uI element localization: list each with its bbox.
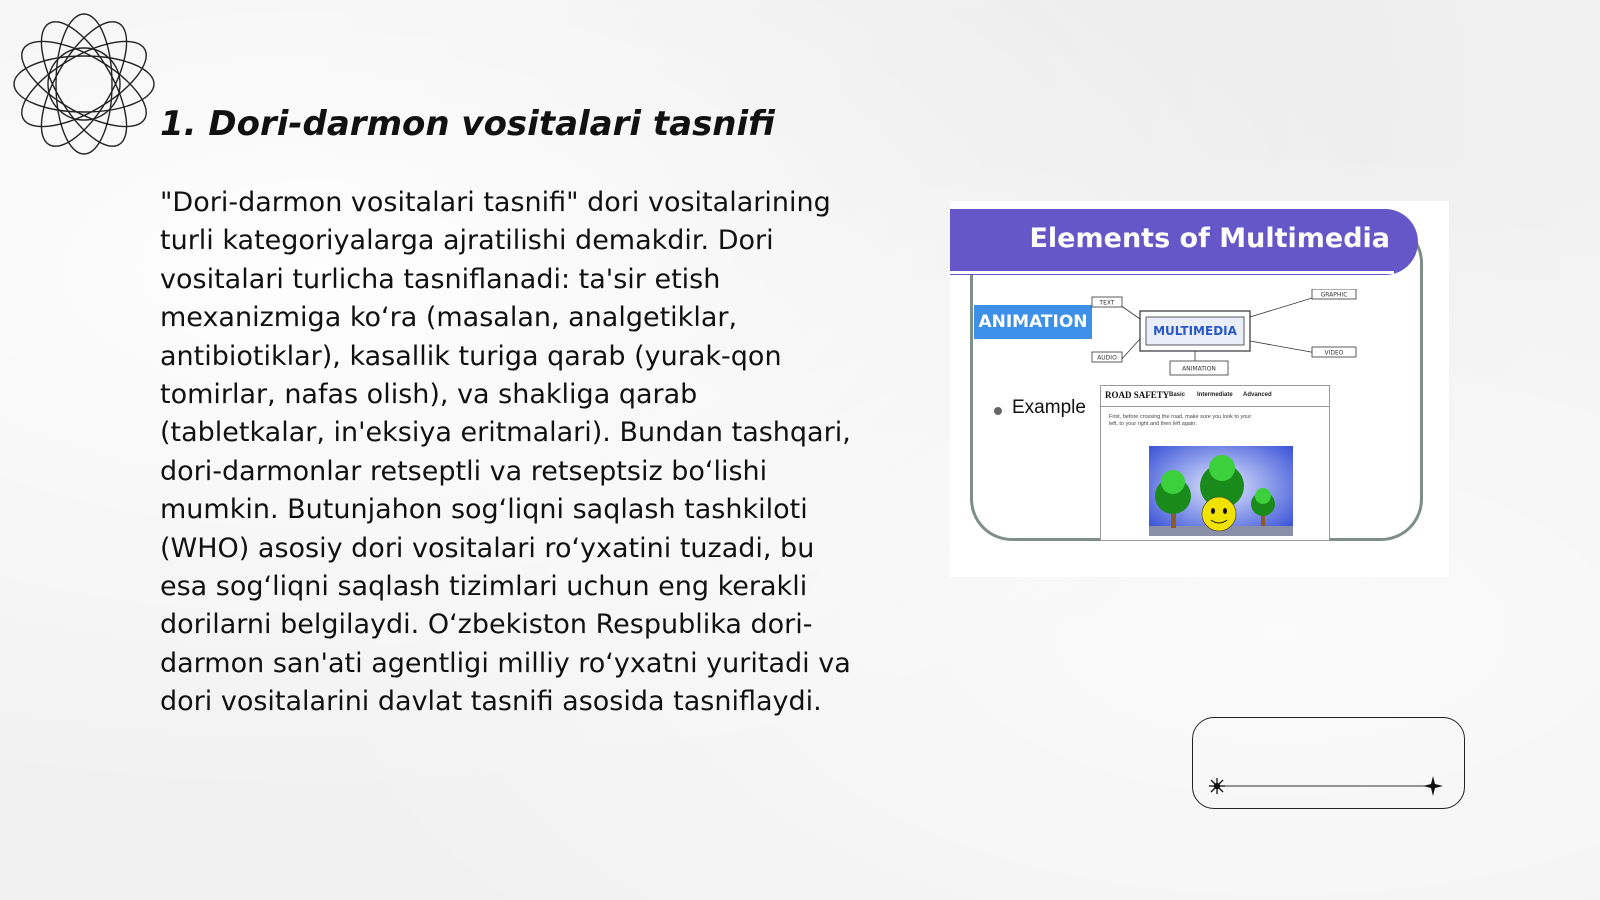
slide-title: 1. Dori-darmon vositalari tasnifi bbox=[160, 104, 775, 144]
figure-header-rule bbox=[950, 271, 1394, 274]
example-label: Example bbox=[1012, 397, 1086, 418]
animation-label: ANIMATION bbox=[974, 305, 1092, 339]
diagram-node-graphic bbox=[1312, 289, 1356, 299]
example-panel-tab: Advanced bbox=[1243, 392, 1272, 398]
star-icon bbox=[1423, 776, 1443, 796]
figure-header-bar bbox=[950, 209, 1418, 275]
example-panel-rule bbox=[1101, 406, 1329, 407]
diagram-node-audio bbox=[1092, 352, 1122, 362]
road-safety-scene-image bbox=[1149, 446, 1293, 536]
example-panel-copy: First, before crossing the road, make sure you look to your left, to your right and then left again. bbox=[1109, 414, 1252, 427]
svg-text:AUDIO: AUDIO bbox=[1097, 354, 1117, 362]
caption-box bbox=[1192, 717, 1465, 809]
svg-text:TEXT: TEXT bbox=[1099, 299, 1115, 307]
example-panel-tab: Basic bbox=[1169, 392, 1186, 398]
example-bullet bbox=[994, 407, 1002, 415]
multimedia-figure bbox=[950, 201, 1449, 577]
caption-decoration bbox=[1203, 774, 1443, 798]
example-panel-heading: ROAD SAFETY bbox=[1105, 390, 1170, 400]
slide-body-text: "Dori-darmon vositalari tasnifi" dori vositalarining turli kategoriyalarga ajratilishi demakdir. Dori vositalari turlicha tasniflanadi: ta'sir etish mexanizmiga ko‘ra (masalan, analgetiklar, antibiotiklar), kasallik turiga qarab (yurak-qon tomirlar, nafas olish), va shakliga qarab (tabletkalar, in'eksiya eritmalari). Bundan tashqari, dori-darmonlar retseptli va retseptsiz bo‘lishi mumkin. Butunjahon sog‘liqni saqlash tashkiloti (WHO) asosiy dori vositalari ro‘yxatini tuzadi, bu esa sog‘liqni saqlash tizimlari uchun eng kerakli dorilarni belgilaydi. O‘zbekiston Respublika dori-darmon san'ati agentligi milliy ro‘yxatni yuritadi va dori vositalarini davlat tasnifi asosida tasniflaydi. bbox=[160, 187, 851, 718]
diagram-center-node bbox=[1140, 311, 1250, 351]
svg-text:ANIMATION: ANIMATION bbox=[1182, 365, 1216, 373]
example-panel-tab: Intermediate bbox=[1197, 392, 1233, 398]
orbital-rings-ornament bbox=[10, 10, 158, 158]
svg-text:GRAPHIC: GRAPHIC bbox=[1320, 291, 1348, 299]
diagram-node-animation bbox=[1170, 361, 1228, 375]
diagram-center-label: MULTIMEDIA bbox=[1153, 324, 1237, 338]
multimedia-diagram bbox=[1090, 289, 1360, 385]
svg-text:VIDEO: VIDEO bbox=[1324, 349, 1344, 357]
figure-title: Elements of Multimedia bbox=[1029, 223, 1390, 254]
diagram-node-text bbox=[1092, 297, 1122, 307]
diagram-node-video bbox=[1312, 347, 1356, 357]
example-panel bbox=[1100, 385, 1330, 541]
sparkle-icon bbox=[1209, 778, 1225, 794]
